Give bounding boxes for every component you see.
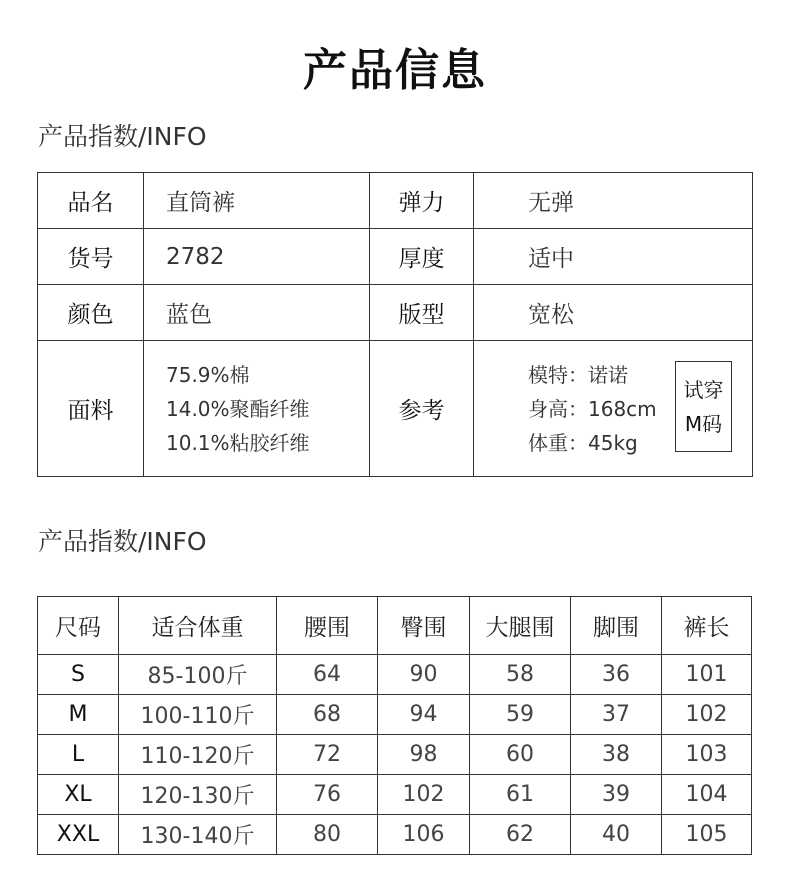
cell-hip: 94 xyxy=(378,695,470,735)
cell-hem: 36 xyxy=(571,655,662,695)
reference-value xyxy=(474,341,753,477)
cell-length: 104 xyxy=(662,775,752,815)
cell-size: S xyxy=(38,655,119,695)
cell-waist: 76 xyxy=(277,775,378,815)
cell-waist: 64 xyxy=(277,655,378,695)
header-hem: 脚围 xyxy=(571,597,662,655)
cell-hip: 102 xyxy=(378,775,470,815)
model-name: 模特：诺诺 xyxy=(528,362,628,387)
fit-value: 宽松 xyxy=(474,285,753,341)
reference-label: 参考 xyxy=(370,341,474,477)
table-row xyxy=(38,815,752,855)
color-value: 蓝色 xyxy=(144,285,370,341)
table-row xyxy=(38,775,752,815)
cell-weight: 85-100斤 xyxy=(119,655,277,695)
table-row xyxy=(38,695,752,735)
cell-weight: 120-130斤 xyxy=(119,775,277,815)
cell-hem: 40 xyxy=(571,815,662,855)
cell-waist: 72 xyxy=(277,735,378,775)
cell-length: 102 xyxy=(662,695,752,735)
tryon-size-box xyxy=(675,361,732,452)
item-number-label: 货号 xyxy=(38,229,144,285)
cell-weight: 130-140斤 xyxy=(119,815,277,855)
cell-weight: 110-120斤 xyxy=(119,735,277,775)
header-weight: 适合体重 xyxy=(119,597,277,655)
cell-length: 105 xyxy=(662,815,752,855)
cell-size: XL xyxy=(38,775,119,815)
elasticity-value: 无弹 xyxy=(474,173,753,229)
product-name-label: 品名 xyxy=(38,173,144,229)
cell-thigh: 62 xyxy=(470,815,571,855)
info-row xyxy=(38,229,753,285)
table-row xyxy=(38,655,752,695)
cell-hip: 98 xyxy=(378,735,470,775)
header-size: 尺码 xyxy=(38,597,119,655)
info-row xyxy=(38,173,753,229)
page-title: 产品信息 xyxy=(303,45,487,96)
cell-size: M xyxy=(38,695,119,735)
info-row xyxy=(38,285,753,341)
elasticity-label: 弹力 xyxy=(370,173,474,229)
model-height: 身高：168cm xyxy=(528,396,657,421)
cell-size: XXL xyxy=(38,815,119,855)
size-chart-table xyxy=(37,596,752,855)
fabric-line: 75.9%棉 xyxy=(166,362,250,387)
fabric-line: 14.0%聚酯纤维 xyxy=(166,396,310,421)
thickness-label: 厚度 xyxy=(370,229,474,285)
table-row xyxy=(38,735,752,775)
fabric-value xyxy=(144,341,370,477)
section-title-info: 产品指数/INFO xyxy=(38,122,207,151)
cell-hip: 106 xyxy=(378,815,470,855)
item-number-value: 2782 xyxy=(144,229,370,285)
cell-hip: 90 xyxy=(378,655,470,695)
cell-waist: 68 xyxy=(277,695,378,735)
cell-hem: 38 xyxy=(571,735,662,775)
thickness-value: 适中 xyxy=(474,229,753,285)
tryon-size: M码 xyxy=(684,411,723,436)
fit-label: 版型 xyxy=(370,285,474,341)
cell-size: L xyxy=(38,735,119,775)
cell-length: 103 xyxy=(662,735,752,775)
header-thigh: 大腿围 xyxy=(470,597,571,655)
header-waist: 腰围 xyxy=(277,597,378,655)
cell-thigh: 58 xyxy=(470,655,571,695)
tryon-label: 试穿 xyxy=(683,377,724,402)
header-hip: 臀围 xyxy=(378,597,470,655)
cell-length: 101 xyxy=(662,655,752,695)
section-title-size: 产品指数/INFO xyxy=(38,527,207,556)
info-row xyxy=(38,341,753,477)
fabric-label: 面料 xyxy=(38,341,144,477)
model-weight: 体重：45kg xyxy=(528,430,638,455)
cell-hem: 37 xyxy=(571,695,662,735)
size-table-header xyxy=(38,597,752,655)
fabric-line: 10.1%粘胶纤维 xyxy=(166,430,310,455)
cell-thigh: 59 xyxy=(470,695,571,735)
color-label: 颜色 xyxy=(38,285,144,341)
product-info-table xyxy=(37,172,753,477)
cell-thigh: 60 xyxy=(470,735,571,775)
cell-weight: 100-110斤 xyxy=(119,695,277,735)
cell-waist: 80 xyxy=(277,815,378,855)
product-name-value: 直筒裤 xyxy=(144,173,370,229)
cell-hem: 39 xyxy=(571,775,662,815)
header-length: 裤长 xyxy=(662,597,752,655)
cell-thigh: 61 xyxy=(470,775,571,815)
